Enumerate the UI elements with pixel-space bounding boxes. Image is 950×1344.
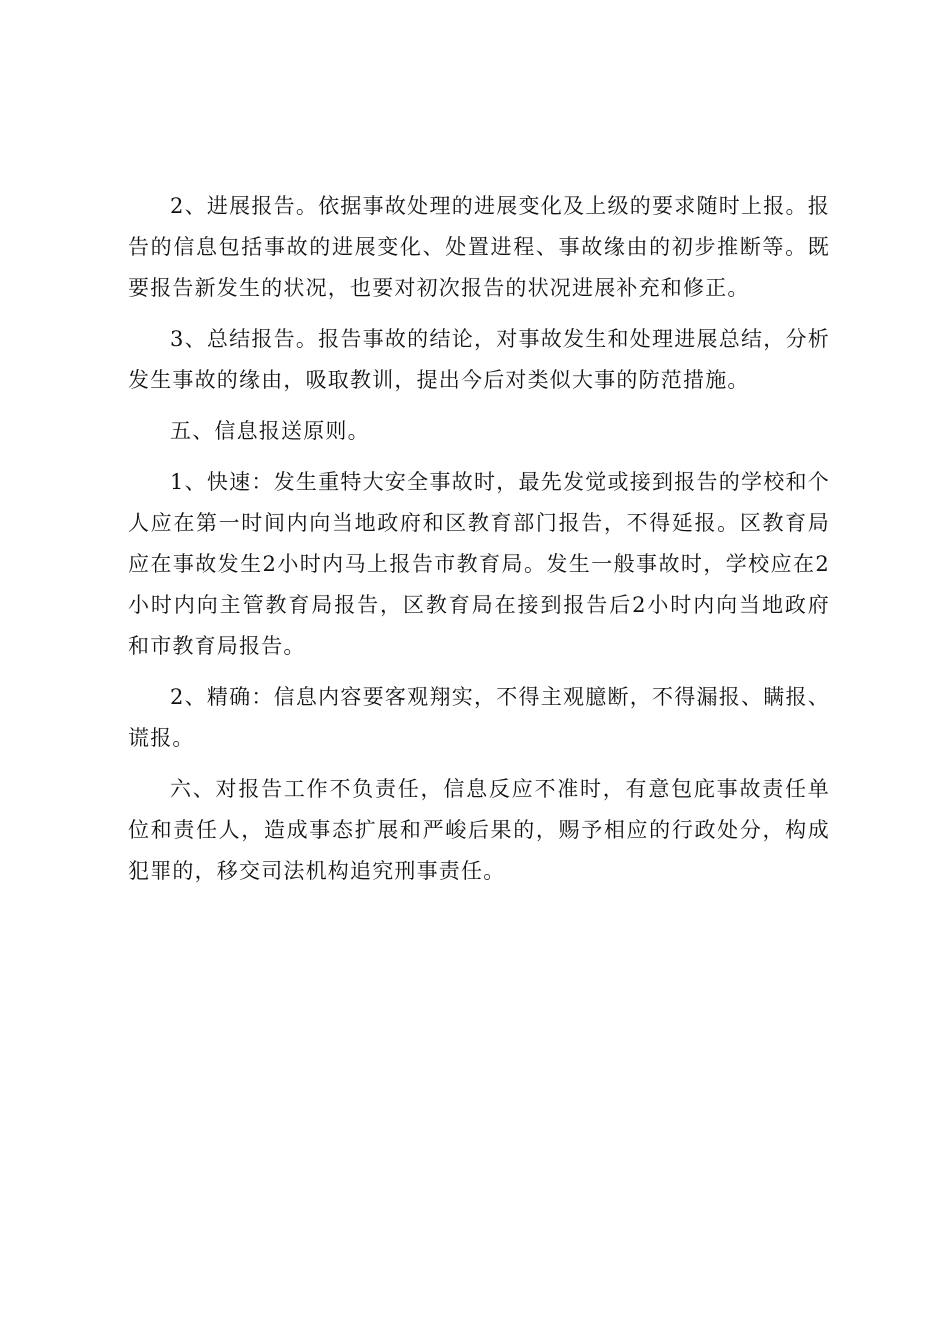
paragraph-responsibility: 六、对报告工作不负责任，信息反应不准时，有意包庇事故责任单位和责任人，造成事态扩展和严峻后果的，赐予相应的行政处分，构成犯罪的，移交司法机构追究刑事责任。: [128, 777, 830, 883]
document-body: [128, 186, 830, 902]
paragraph-progress-report: 2、进展报告。依据事故处理的进展变化及上级的要求随时上报。报告的信息包括事故的进展变化、处置进程、事故缘由的初步推断等。既要报告新发生的状况，也要对初次报告的状况进展补充和修正。: [128, 194, 830, 300]
paragraph-accurate-reporting: 2、精确：信息内容要客观翔实，不得主观臆断，不得漏报、瞒报、谎报。: [128, 685, 830, 750]
paragraph-rapid-reporting: 1、快速：发生重特大安全事故时，最先发觉或接到报告的学校和个人应在第一时间内向当地政府和区教育部门报告，不得延报。区教育局应在事故发生2小时内马上报告市教育局。发生一般事故时，学校应在2小时内向主管教育局报告，区教育局在接到报告后2小时内向当地政府和市教育局报告。: [128, 470, 830, 658]
paragraph-summary-report: 3、总结报告。报告事故的结论，对事故发生和处理进展总结，分析发生事故的缘由，吸取教训，提出今后对类似大事的防范措施。: [128, 327, 830, 392]
section-heading-reporting-principles: 五、信息报送原则。: [170, 419, 370, 443]
